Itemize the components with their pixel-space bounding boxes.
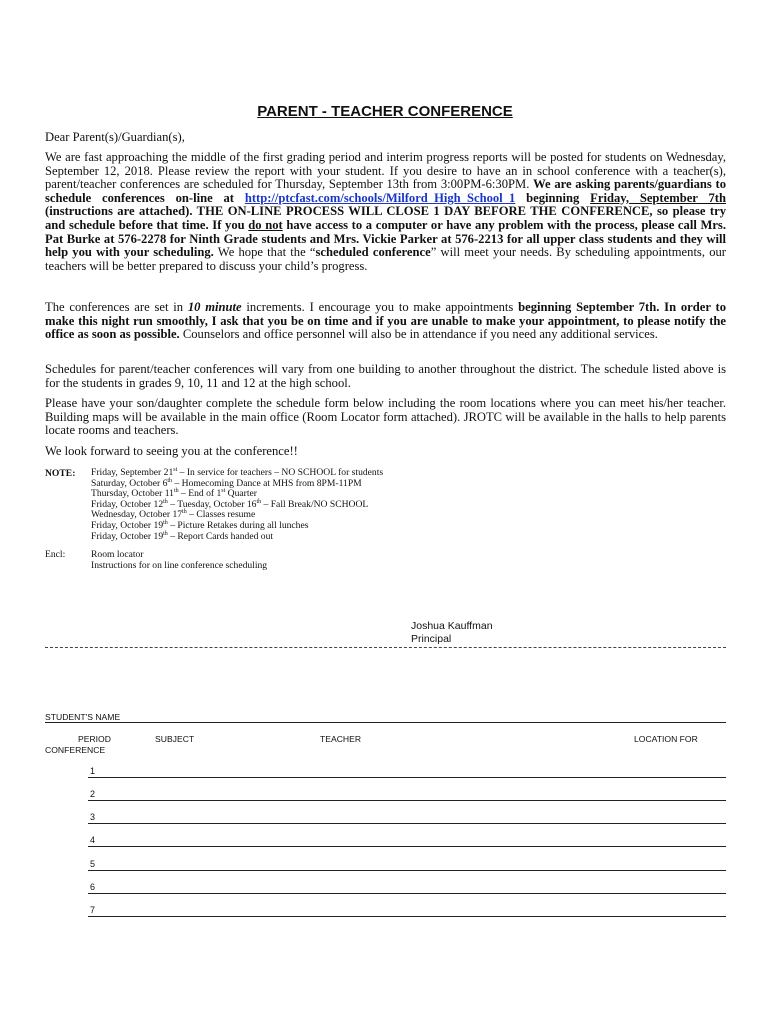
signature-name: Joshua Kauffman bbox=[411, 620, 493, 632]
p1-bold: have access to a computer or have any problem with the process, please call Mrs. Pat Burke at 576-2278 for Ninth Grade students and Mrs. Vickie Parker at 576-2213 for all upper class students and they will help you with your scheduling. bbox=[45, 217, 726, 260]
paragraph-2 bbox=[45, 301, 726, 342]
scheduling-link[interactable]: http://ptcfast.com/schools/Milford_High_School_1 bbox=[244, 190, 516, 205]
paragraph-1 bbox=[45, 151, 726, 273]
page-title: PARENT - TEACHER CONFERENCE bbox=[257, 103, 513, 120]
period-row-line[interactable] bbox=[88, 893, 726, 894]
signature-title: Principal bbox=[411, 633, 452, 645]
student-name-line[interactable] bbox=[45, 722, 726, 723]
col-conference: CONFERENCE bbox=[45, 745, 106, 755]
p1-bold: scheduled conference bbox=[315, 245, 431, 260]
p1-bold: beginning bbox=[515, 190, 591, 205]
p1-text: ” will meet your needs. By scheduling appointments, our teachers will be better prepared to discuss your child’s progress. bbox=[45, 245, 726, 273]
period-row-number: 4 bbox=[90, 835, 96, 845]
paragraph-4: Please have your son/daughter complete the schedule form below including the room locations where you can meet his/her teacher. Building maps will be available in the main office (Room Locator form attached). JROTC will be available in the halls to help parents locate rooms and teachers. bbox=[45, 396, 726, 438]
cut-line bbox=[45, 647, 726, 648]
period-row-number: 5 bbox=[90, 859, 96, 869]
period-row-line[interactable] bbox=[88, 800, 726, 801]
p1-text: We hope that the “ bbox=[213, 245, 316, 260]
encl-item: Instructions for on line conference scheduling bbox=[91, 559, 268, 571]
period-row-number: 7 bbox=[90, 905, 96, 915]
note-list bbox=[91, 468, 383, 542]
period-row-number: 6 bbox=[90, 882, 96, 892]
p2-text: The conferences are set in bbox=[45, 300, 188, 314]
period-row-line[interactable] bbox=[88, 916, 726, 917]
p1-bold: (instructions are attached). THE ON-LINE PROCESS WILL CLOSE 1 DAY BEFORE THE CONFERENCE, so please try and schedule before that time. If you bbox=[45, 204, 726, 232]
p2-bold-italic: 10 minute bbox=[187, 300, 242, 314]
note-item: Thursday, October 11th – End of 1st Quarter bbox=[91, 488, 257, 500]
col-location: LOCATION FOR bbox=[634, 734, 698, 744]
note-label: NOTE: bbox=[45, 468, 76, 479]
note-item: Friday, September 21st – In service for teachers – NO SCHOOL for students bbox=[91, 466, 384, 478]
period-row-line[interactable] bbox=[88, 823, 726, 824]
p2-text: increments. I encourage you to make appointments bbox=[241, 300, 519, 314]
period-row-number: 1 bbox=[90, 766, 96, 776]
period-row-line[interactable] bbox=[88, 846, 726, 847]
encl-item: Room locator bbox=[91, 549, 144, 560]
p1-bold-underline: do not bbox=[248, 217, 283, 232]
note-item: Saturday, October 6th – Homecoming Dance at MHS from 8PM-11PM bbox=[91, 477, 362, 489]
paragraph-5: We look forward to seeing you at the conference!! bbox=[45, 444, 298, 458]
period-row-line[interactable] bbox=[88, 870, 726, 871]
period-row-line[interactable] bbox=[88, 777, 726, 778]
p2-text: Counselors and office personnel will also be in attendance if you need any additional services. bbox=[179, 327, 658, 342]
encl-label: Encl: bbox=[45, 549, 66, 560]
note-item: Friday, October 19th – Report Cards handed out bbox=[91, 530, 274, 542]
note-item: Friday, October 19th – Picture Retakes during all lunches bbox=[91, 519, 309, 531]
salutation: Dear Parent(s)/Guardian(s), bbox=[45, 130, 185, 144]
col-period: PERIOD bbox=[78, 734, 111, 744]
note-item: Wednesday, October 17th – Classes resume bbox=[91, 509, 256, 521]
p1-bold: We are asking parents/guardians to schedule conferences on-line at bbox=[45, 177, 726, 205]
period-row-number: 3 bbox=[90, 812, 96, 822]
student-name-label: STUDENT'S NAME bbox=[45, 712, 121, 722]
period-row-number: 2 bbox=[90, 789, 96, 799]
col-subject: SUBJECT bbox=[155, 734, 195, 744]
encl-list bbox=[91, 550, 267, 571]
paragraph-3: Schedules for parent/teacher conferences will vary from one building to another throughout the district. The schedule listed above is for the students in grades 9, 10, 11 and 12 at the high school. bbox=[45, 362, 726, 390]
col-teacher: TEACHER bbox=[320, 734, 362, 744]
note-item: Friday, October 12th – Tuesday, October 16th – Fall Break/NO SCHOOL bbox=[91, 498, 369, 510]
p1-bold-underline: Friday, September 7th bbox=[590, 190, 726, 205]
p2-bold: beginning September 7th. In order to make this night run smoothly, I ask that you be on time and if you are unable to make your appointment, to please notify the office as soon as possible. bbox=[45, 300, 726, 342]
p1-text: We are fast approaching the middle of the first grading period and interim progress reports will be posted for students on Wednesday, September 12, 2018. Please review the report with your student. If you desire to have an in school conference with a teacher(s), parent/teacher conferences are scheduled for Thursday, September 13th from 3:00PM-6:30PM. bbox=[45, 150, 726, 192]
